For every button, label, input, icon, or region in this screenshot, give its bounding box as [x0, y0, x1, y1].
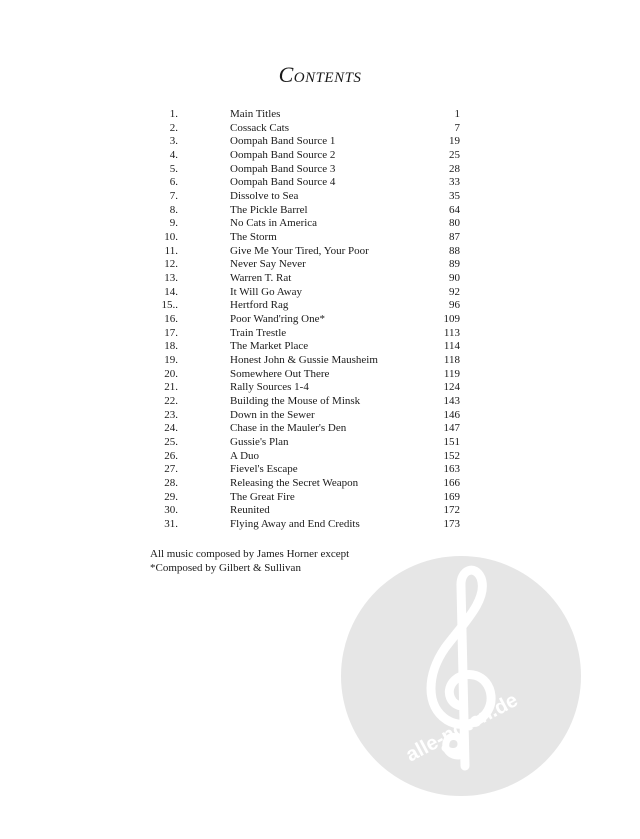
toc-entry-page: 151 — [443, 436, 460, 449]
toc-entry — [150, 491, 460, 505]
toc-entry-page: 7 — [454, 121, 460, 134]
toc-entry-title: The Great Fire — [230, 490, 295, 503]
toc-entry-title: Chase in the Mauler's Den — [230, 422, 347, 435]
footnote-line-1: All music composed by James Horner except — [150, 548, 350, 560]
toc-entry — [150, 231, 460, 245]
toc-entry-page: 25 — [449, 149, 460, 162]
toc-entry-page: 173 — [443, 518, 460, 531]
toc-entry-number: 11. — [164, 244, 178, 257]
toc-entry-title: It Will Go Away — [230, 285, 302, 298]
toc-entry — [150, 422, 460, 436]
toc-entry-page: 147 — [443, 422, 460, 435]
toc-entry-title: Somewhere Out There — [230, 367, 330, 380]
toc-entry-page: 113 — [443, 326, 460, 339]
toc-entry-title: Train Trestle — [230, 326, 287, 339]
toc-entry — [150, 450, 460, 464]
toc-entry-page: 33 — [449, 176, 460, 189]
toc-entry — [150, 463, 460, 477]
toc-entry-title: Fievel's Escape — [230, 463, 298, 476]
toc-entry-number: 20. — [164, 367, 178, 380]
toc-entry-number: 27. — [164, 463, 178, 476]
toc-entry-page: 166 — [443, 477, 460, 490]
toc-entry-page: 1 — [454, 108, 460, 120]
toc-entry — [150, 409, 460, 423]
toc-entry-number: 1. — [169, 108, 178, 120]
toc-entry-page: 96 — [449, 299, 460, 312]
toc-entry-number: 14. — [164, 285, 178, 298]
toc-entry-title: The Market Place — [230, 340, 309, 353]
toc-entry-page: 114 — [443, 340, 460, 353]
toc-entry-page: 163 — [443, 463, 460, 476]
toc-entry — [150, 272, 460, 286]
toc-entry-number: 2. — [169, 121, 178, 134]
toc-entry-title: Oompah Band Source 1 — [230, 135, 336, 148]
toc-entry-page: 28 — [449, 162, 460, 175]
toc-entry — [150, 504, 460, 518]
toc-entry-title: Dissolve to Sea — [230, 190, 299, 203]
toc-entry-number: 18. — [164, 340, 178, 353]
toc-entry-page: 124 — [443, 381, 460, 394]
footnote-line-2: *Composed by Gilbert & Sullivan — [150, 562, 301, 574]
toc-entry-page: 80 — [449, 217, 460, 230]
toc-entry-page: 119 — [443, 367, 460, 380]
toc-entry-page: 87 — [449, 231, 460, 244]
toc-entry-title: The Storm — [230, 231, 277, 244]
toc-entry — [150, 518, 460, 532]
toc-entry-number: 13. — [164, 272, 178, 285]
toc-entry-title: Releasing the Secret Weapon — [230, 477, 359, 490]
toc-entry-number: 9. — [169, 217, 178, 230]
toc-entry — [150, 313, 460, 327]
watermark-logo — [341, 556, 581, 796]
toc-entry-title: Hertford Rag — [230, 299, 289, 312]
toc-entry-title: Warren T. Rat — [230, 272, 292, 285]
toc-entry-title: Poor Wand'ring One* — [230, 313, 325, 326]
toc-entry — [150, 477, 460, 491]
toc-entry-page: 64 — [449, 203, 460, 216]
footnote — [150, 547, 349, 575]
toc-entry-page: 118 — [443, 354, 460, 367]
toc-entry — [150, 190, 460, 204]
toc-entry-page: 143 — [443, 395, 460, 408]
toc-entry-number: 29. — [164, 490, 178, 503]
toc-entry-title: The Pickle Barrel — [230, 203, 308, 216]
toc-entry-number: 12. — [164, 258, 178, 271]
toc-entry-number: 19. — [164, 354, 178, 367]
toc-entry — [150, 340, 460, 354]
toc-entry — [150, 163, 460, 177]
toc-entry — [150, 122, 460, 136]
toc-entry — [150, 258, 460, 272]
toc-entry-page: 172 — [443, 504, 460, 517]
toc-entry-number: 30. — [164, 504, 178, 517]
toc-entry-title: Oompah Band Source 2 — [230, 149, 336, 162]
toc-entry-number: 22. — [164, 395, 178, 408]
toc-entry-page: 90 — [449, 272, 460, 285]
toc-entry-title: Cossack Cats — [230, 121, 289, 134]
toc-entry-title: A Duo — [230, 449, 260, 462]
toc-entry-title: Oompah Band Source 4 — [230, 176, 336, 189]
toc-entry-number: 28. — [164, 477, 178, 490]
toc-entry-page: 89 — [449, 258, 460, 271]
toc-entry-number: 21. — [164, 381, 178, 394]
toc-entry-number: 16. — [164, 313, 178, 326]
toc-entry — [150, 286, 460, 300]
toc-entry-number: 8. — [169, 203, 178, 216]
toc-entry — [150, 327, 460, 341]
toc-entry-number: 7. — [169, 190, 178, 203]
toc-entry — [150, 368, 460, 382]
toc-entry — [150, 108, 460, 122]
toc-entry-title: Down in the Sewer — [230, 408, 315, 421]
toc-entry-title: Main Titles — [230, 108, 281, 120]
toc-entry-title: Never Say Never — [230, 258, 306, 271]
table-of-contents — [150, 108, 460, 532]
toc-entry-number: 17. — [164, 326, 178, 339]
toc-entry-page: 35 — [449, 190, 460, 203]
toc-entry — [150, 299, 460, 313]
toc-entry-title: Honest John & Gussie Mausheim — [230, 354, 378, 367]
toc-entry — [150, 149, 460, 163]
toc-entry — [150, 395, 460, 409]
toc-entry — [150, 135, 460, 149]
toc-entry-number: 10. — [164, 231, 178, 244]
toc-entry-title: No Cats in America — [230, 217, 318, 230]
toc-entry-number: 15.. — [161, 299, 178, 312]
toc-entry-page: 109 — [443, 313, 460, 326]
toc-entry — [150, 354, 460, 368]
toc-entry-title: Gussie's Plan — [230, 436, 289, 449]
toc-entry-title: Oompah Band Source 3 — [230, 162, 336, 175]
toc-entry-number: 4. — [169, 149, 178, 162]
toc-entry — [150, 217, 460, 231]
toc-entry-page: 146 — [443, 408, 460, 421]
toc-entry-number: 23. — [164, 408, 178, 421]
toc-entry-number: 3. — [169, 135, 178, 148]
toc-entry-page: 92 — [449, 285, 460, 298]
toc-entry-number: 25. — [164, 436, 178, 449]
toc-entry-number: 5. — [169, 162, 178, 175]
toc-entry-page: 169 — [443, 490, 460, 503]
toc-entry — [150, 381, 460, 395]
toc-entry-title: Flying Away and End Credits — [230, 518, 360, 531]
toc-entry-number: 6. — [169, 176, 178, 189]
toc-entry-number: 26. — [164, 449, 178, 462]
toc-entry — [150, 176, 460, 190]
toc-entry-page: 19 — [449, 135, 460, 148]
watermark-text: alle-noten.de — [402, 689, 522, 767]
page-title: Contents — [278, 62, 362, 87]
toc-entry — [150, 245, 460, 259]
toc-entry-title: Give Me Your Tired, Your Poor — [230, 244, 369, 257]
toc-entry-title: Building the Mouse of Minsk — [230, 395, 361, 408]
toc-entry-title: Rally Sources 1-4 — [230, 381, 309, 394]
toc-entry-page: 152 — [443, 449, 460, 462]
toc-entry-number: 31. — [164, 518, 178, 531]
toc-entry-number: 24. — [164, 422, 178, 435]
toc-entry-title: Reunited — [230, 504, 270, 517]
toc-entry — [150, 436, 460, 450]
toc-entry — [150, 204, 460, 218]
toc-entry-page: 88 — [449, 244, 460, 257]
